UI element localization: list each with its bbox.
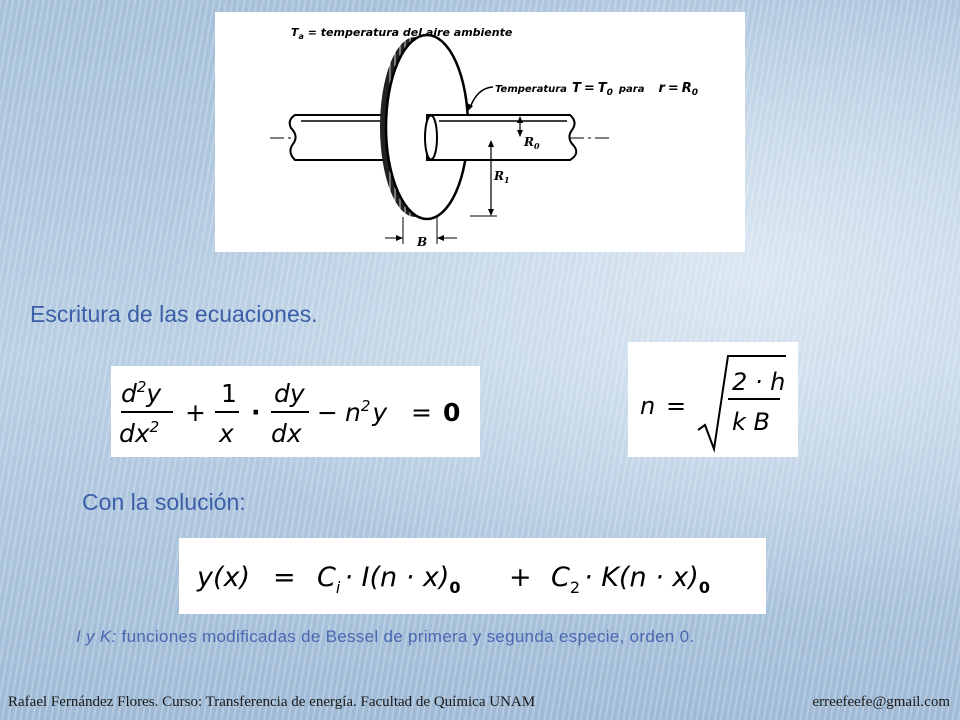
- eq1-numerator: $d^2y$: [121, 378, 162, 408]
- eq2-n: n: [640, 392, 656, 420]
- eq3-equals: =: [273, 562, 296, 593]
- heading-equations: Escritura de las ecuaciones.: [30, 301, 318, 327]
- eq3-term2: $C_2 \cdot K(n \cdot x)_0$: [551, 562, 710, 597]
- eq3-plus: +: [509, 562, 532, 593]
- eq2-numerator: 2 · h: [732, 368, 786, 396]
- shaft-end: [425, 116, 437, 160]
- differential-equation: [111, 366, 480, 457]
- eq2-denominator: k B: [732, 408, 770, 436]
- temperature-leader: [470, 87, 493, 108]
- ta-label: $T_a$ = temperatura del aire ambiente: [291, 26, 513, 41]
- eq1-minus: −: [317, 398, 338, 427]
- eq1-equals: =: [411, 398, 432, 427]
- r0-label: $R_0$: [524, 135, 540, 151]
- n-definition: [628, 342, 798, 457]
- fin-diagram-svg: [215, 12, 745, 252]
- b-label: B: [417, 235, 428, 249]
- solution-equation-svg: [179, 538, 766, 614]
- bessel-note-text: funciones modificadas de Bessel de primera y segunda especie, orden 0.: [116, 627, 695, 646]
- b-arrow-right: [437, 235, 444, 241]
- eq2-equals: =: [666, 392, 687, 420]
- n-definition-svg: [628, 342, 798, 457]
- bessel-note: [76, 627, 694, 647]
- r1-arrow-bottom: [488, 209, 494, 216]
- heading-solution: Con la solución:: [82, 489, 246, 515]
- eq1-dy: dy: [274, 379, 305, 408]
- temperature-label: Temperatura T = T0 para r = R0: [495, 81, 699, 98]
- solution-equation: [179, 538, 766, 614]
- bessel-note-italic: I y K:: [76, 627, 117, 646]
- eq1-dot: ·: [251, 398, 261, 427]
- r1-label: $R_1$: [494, 169, 510, 185]
- eq1-zero: 0: [443, 398, 461, 427]
- eq1-dx: dx: [271, 419, 302, 448]
- eq3-lhs: y(x): [197, 562, 251, 593]
- fin-diagram: [215, 12, 745, 252]
- differential-equation-svg: [111, 366, 480, 457]
- footer-email: erreefeefe@gmail.com: [812, 694, 950, 710]
- b-arrow-left: [396, 235, 403, 241]
- eq1-one: 1: [221, 379, 237, 408]
- eq1-plus: +: [185, 398, 206, 427]
- eq3-term1: $C_i \cdot I(n \cdot x)_0$: [317, 562, 461, 597]
- eq1-denominator: $dx^2$: [119, 418, 160, 448]
- eq1-x: x: [219, 419, 234, 448]
- footer-author: Rafael Fernández Flores. Curso: Transferencia de energía. Facultad de Química UNAM: [8, 694, 536, 710]
- eq1-n2y: $n^2y$: [345, 397, 388, 427]
